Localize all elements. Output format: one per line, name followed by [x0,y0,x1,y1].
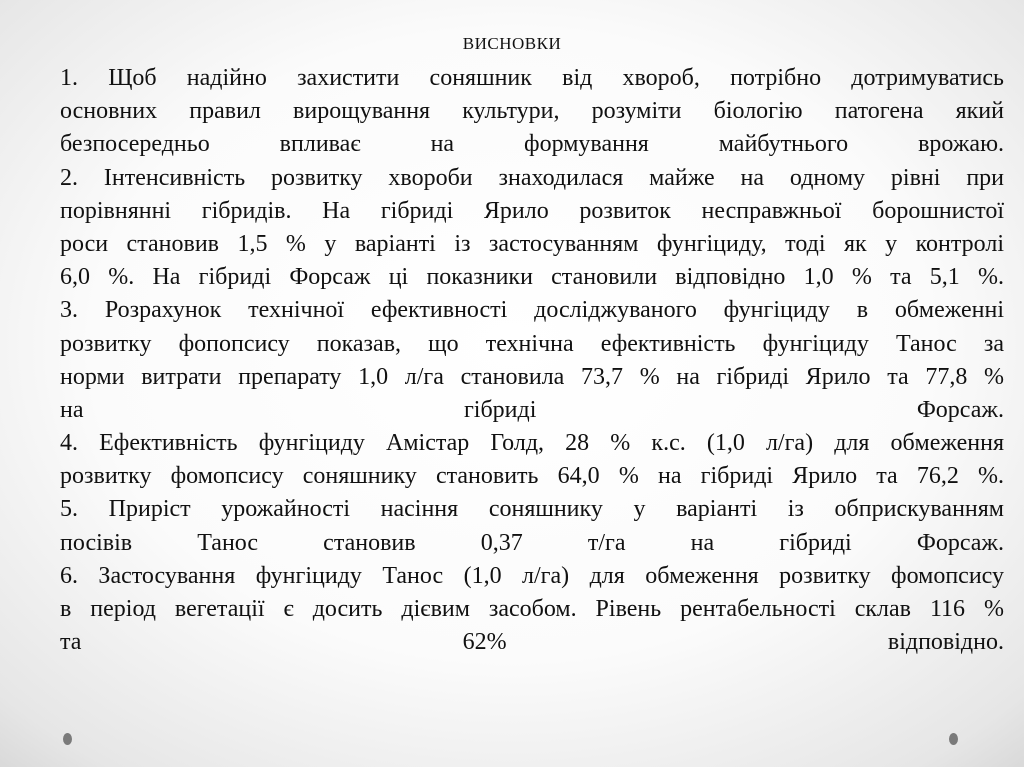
text-line: 2. Інтенсивність розвитку хвороби знаходилася майже на одному рівні при [60,164,1004,191]
text-line: та 62% відповідно. [60,629,1004,656]
text-line: 6,0 %. На гібриді Форсаж ці показники становили відповідно 1,0 % та 5,1 %. [60,264,1004,291]
text-line: 1. Щоб надійно захистити соняшник від хвороб, потрібно дотримуватись [60,65,1004,91]
conclusions-text [60,62,1004,659]
text-line: 5. Приріст урожайності насіння соняшнику у варіанті із обприскуванням [60,496,1004,523]
text-line: норми витрати препарату 1,0 л/га становила 73,7 % на гібриді Ярило та 77,8 % [60,363,1004,390]
text-line: 6. Застосування фунгіциду Танос (1,0 л/га) для обмеження розвитку фомопсису [60,562,1004,589]
text-line: основних правил вирощування культури, розуміти біологію патогена який [60,98,1004,125]
text-line: безпосередньо впливає на формування майбутнього врожаю. [60,131,1004,158]
text-line: посівів Танос становив 0,37 т/га на гібриді Форсаж. [60,529,1004,556]
text-line: в період вегетації є досить дієвим засобом. Рівень рентабельності склав 116 % [60,596,1004,622]
text-line: розвитку фомопсису соняшнику становить 64,0 % на гібриді Ярило та 76,2 %. [60,463,1004,490]
text-line: розвитку фопопсису показав, що технічна ефективність фунгіциду Танос за [60,330,1004,357]
text-line: порівнянні гібридів. На гібриді Ярило розвиток несправжньої борошнистої [60,197,1004,224]
text-line: 4. Ефективність фунгіциду Амістар Голд, 28 % к.с. (1,0 л/га) для обмеження [60,430,1004,457]
text-line: на гібриді Форсаж. [60,396,1004,423]
left-dot-decoration [63,733,72,745]
text-line: роси становив 1,5 % у варіанті із застосуванням фунгіциду, тоді як у контролі [60,230,1004,257]
text-line: 3. Розрахунок технічної ефективності досліджуваного фунгіциду в обмеженні [60,297,1004,324]
right-dot-decoration [949,733,958,745]
slide-title: ВИСНОВКИ [462,34,562,53]
